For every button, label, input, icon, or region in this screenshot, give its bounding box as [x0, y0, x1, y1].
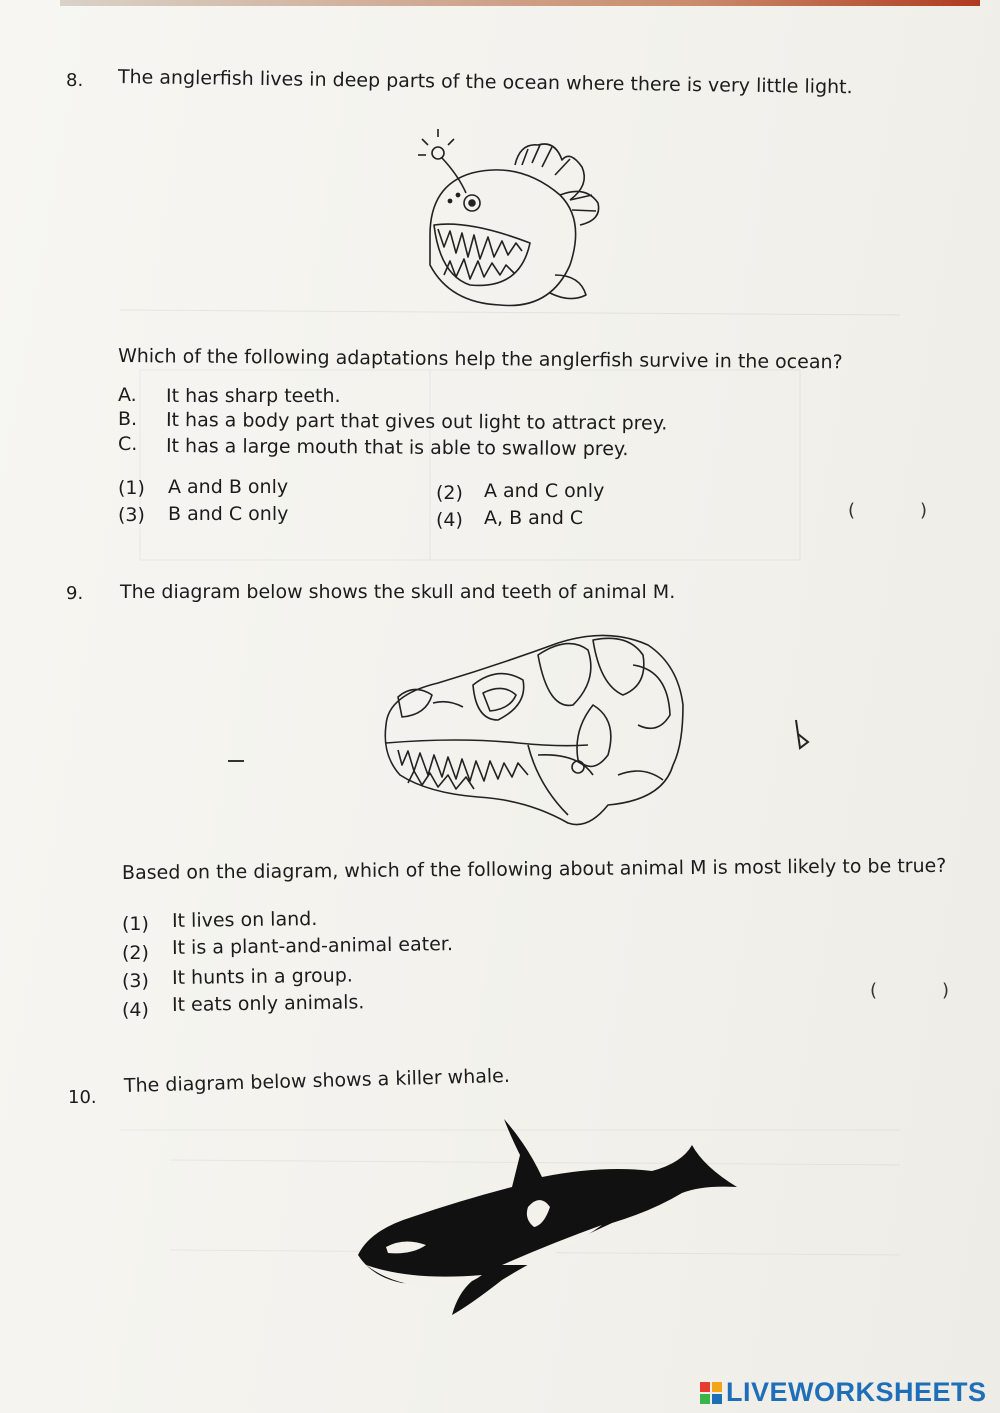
q8-option-3[interactable]: B and C only [168, 503, 289, 525]
skull-illustration [378, 625, 688, 830]
q9-answer-close: ) [942, 980, 950, 1001]
q9-option-2[interactable]: It is a plant-and-animal eater. [171, 933, 454, 959]
liveworksheets-logo-icon [700, 1382, 722, 1404]
q10-stem: The diagram below shows a killer whale. [123, 1064, 511, 1097]
q8-statement-a-letter: A. [118, 384, 137, 406]
q9-option-1[interactable]: It lives on land. [171, 907, 318, 932]
q8-statement-b: It has a body part that gives out light to attract prey. [165, 409, 668, 435]
cursor-mark [792, 718, 812, 752]
q8-option-2-number: (2) [436, 482, 463, 504]
q8-statement-c-letter: C. [118, 433, 138, 455]
q8-answer-close: ) [920, 500, 928, 521]
q10-number: 10. [68, 1087, 97, 1108]
q8-option-2[interactable]: A and C only [484, 480, 605, 502]
q9-answer-box[interactable] [882, 978, 938, 1004]
q8-stem: The anglerfish lives in deep parts of the ocean where there is very little light. [117, 66, 853, 99]
q9-answer-open: ( [870, 980, 878, 1001]
q8-statement-b-letter: B. [118, 408, 138, 430]
liveworksheets-logo [700, 1377, 987, 1408]
q9-option-2-number: (2) [122, 942, 149, 964]
anglerfish-illustration [410, 125, 610, 325]
q8-option-4[interactable]: A, B and C [484, 507, 584, 529]
q9-question: Based on the diagram, which of the following about animal M is most likely to be true? [121, 854, 947, 884]
liveworksheets-logo-text: LIVEWORKSHEETS [726, 1377, 987, 1407]
q8-option-1-number: (1) [118, 477, 145, 499]
q8-answer-box[interactable] [860, 498, 916, 524]
q8-number: 8. [66, 70, 84, 91]
q9-option-4-number: (4) [122, 999, 149, 1021]
q8-option-4-number: (4) [436, 509, 463, 531]
killer-whale-illustration [352, 1115, 742, 1325]
q9-option-1-number: (1) [122, 913, 149, 935]
q8-option-3-number: (3) [118, 504, 145, 526]
q8-question: Which of the following adaptations help the anglerfish survive in the ocean? [117, 345, 843, 374]
q8-answer-open: ( [848, 500, 856, 521]
stray-mark [228, 760, 244, 762]
q8-statement-a: It has sharp teeth. [166, 385, 341, 407]
q8-statement-c: It has a large mouth that is able to swallow prey. [165, 435, 629, 461]
q8-option-1[interactable]: A and B only [168, 476, 289, 498]
q9-option-4[interactable]: It eats only animals. [171, 991, 365, 1016]
q9-option-3-number: (3) [122, 970, 149, 992]
q9-option-3[interactable]: It hunts in a group. [171, 964, 354, 989]
q9-stem: The diagram below shows the skull and teeth of animal M. [120, 581, 676, 603]
q9-number: 9. [66, 583, 84, 604]
